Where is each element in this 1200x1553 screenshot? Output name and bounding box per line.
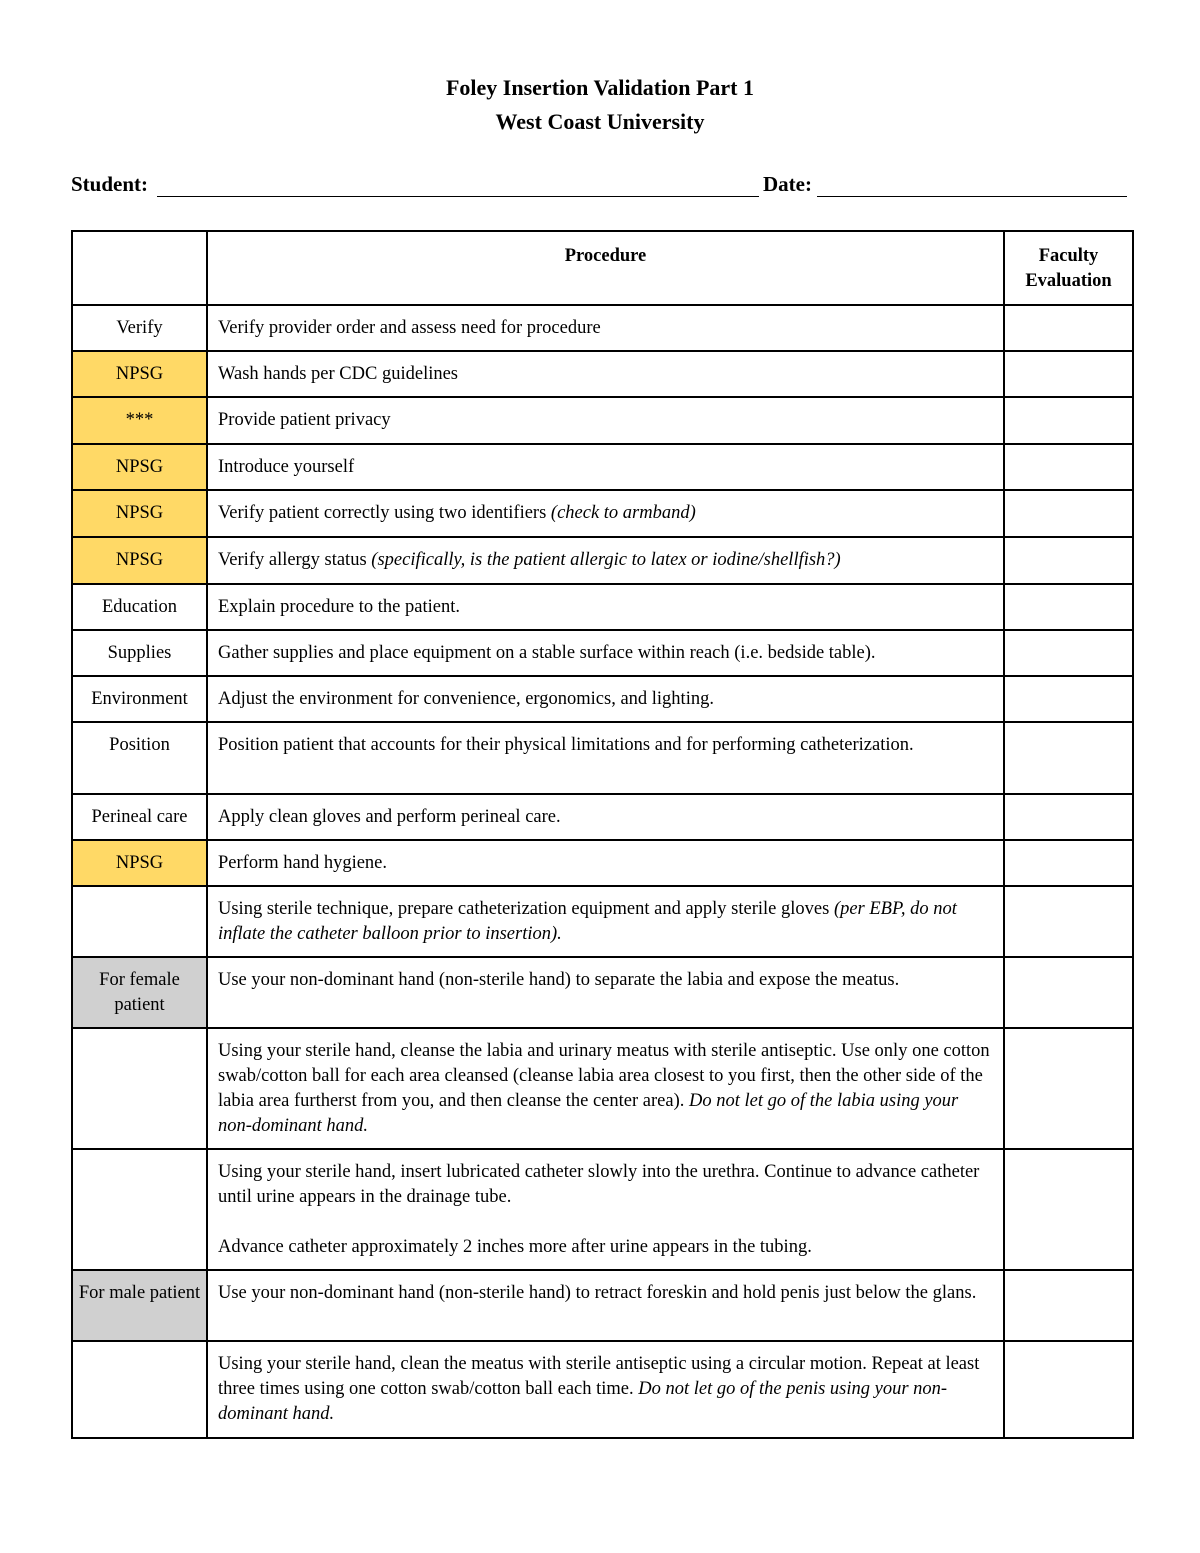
faculty-evaluation-cell[interactable] [1004,1341,1133,1438]
row-procedure [207,1341,1004,1438]
row-category: NPSG [72,444,207,490]
procedure-text: Apply clean gloves and perform perineal care. [218,807,561,827]
row-procedure [207,886,1004,957]
row-category [72,1341,207,1438]
faculty-evaluation-cell[interactable] [1004,490,1133,537]
row-procedure [207,1149,1004,1270]
faculty-evaluation-cell[interactable] [1004,886,1133,957]
row-procedure [207,1270,1004,1341]
row-procedure [207,1028,1004,1149]
row-category: Position [72,722,207,794]
procedure-italic-note: Do not let go of the labia using your non-dominant hand. [218,1091,959,1136]
faculty-evaluation-cell[interactable] [1004,1270,1133,1341]
procedure-text: Using your sterile hand, clean the meatus with sterile antiseptic using a circular motion. Repeat at least three times using one cotton swab/cotton ball each time. [218,1354,980,1399]
row-procedure [207,584,1004,630]
row-procedure [207,676,1004,722]
row-category: For female patient [72,957,207,1028]
student-label: Student: [71,172,149,196]
row-procedure [207,840,1004,886]
faculty-evaluation-cell[interactable] [1004,351,1133,397]
document-subtitle: West Coast University [495,109,705,134]
faculty-evaluation-cell[interactable] [1004,722,1133,794]
row-category: NPSG [72,351,207,397]
row-category: Supplies [72,630,207,676]
row-procedure [207,397,1004,444]
student-input-line[interactable] [157,196,759,197]
procedure-text: Wash hands per CDC guidelines [218,364,459,384]
faculty-evaluation-cell[interactable] [1004,584,1133,630]
row-category: NPSG [72,490,207,537]
row-procedure [207,537,1004,584]
table-row [72,957,1133,1028]
row-category [72,886,207,957]
procedure-header: Procedure [207,231,1004,305]
procedure-text: Using your sterile hand, cleanse the labia and urinary meatus with sterile antiseptic. Use only one cotton swab/cotton ball for each area cleansed (cleanse labia area closest to you first, then the other side of the labia area furtherst from you, and then cleanse the center area). [218,1041,990,1111]
row-procedure [207,444,1004,490]
row-category: Education [72,584,207,630]
faculty-evaluation-cell[interactable] [1004,794,1133,840]
table-row [72,794,1133,840]
procedure-text: Use your non-dominant hand (non-sterile hand) to retract foreskin and hold penis just below the glans. [218,1283,977,1303]
procedure-text: Position patient that accounts for their physical limitations and for performing catheterization. [218,735,914,755]
table-row [72,1028,1133,1149]
procedure-italic-note: (check to armband) [550,503,696,523]
row-procedure [207,490,1004,537]
faculty-evaluation-cell[interactable] [1004,1149,1133,1270]
procedure-text: Introduce yourself [218,457,355,477]
row-category: Perineal care [72,794,207,840]
table-row [72,676,1133,722]
table-row [72,305,1133,351]
row-category [72,1149,207,1270]
table-row [72,490,1133,537]
row-category: *** [72,397,207,444]
procedure-text: Verify provider order and assess need for procedure [218,318,601,338]
date-input-line[interactable] [817,196,1127,197]
faculty-evaluation-header: Faculty Evaluation [1004,231,1133,305]
category-header [72,231,207,305]
row-category: Verify [72,305,207,351]
procedure-text: Gather supplies and place equipment on a stable surface within reach (i.e. bedside table). [218,643,876,663]
table-row [72,351,1133,397]
row-procedure [207,630,1004,676]
row-procedure [207,794,1004,840]
table-row [72,397,1133,444]
procedure-italic-note: Do not let go of the penis using your non-dominant hand. [218,1379,948,1424]
procedure-text: Perform hand hygiene. [218,853,388,873]
faculty-evaluation-cell[interactable] [1004,397,1133,444]
row-category: NPSG [72,537,207,584]
table-row [72,1149,1133,1270]
row-procedure [207,722,1004,794]
row-category [72,1028,207,1149]
date-label: Date: [763,172,812,196]
procedure-text: Using your sterile hand, insert lubricated catheter slowly into the urethra. Continue to advance catheter until urine appears in the drainage tube. [218,1162,980,1207]
row-category: For male patient [72,1270,207,1341]
faculty-evaluation-cell[interactable] [1004,840,1133,886]
table-row [72,630,1133,676]
row-procedure [207,351,1004,397]
student-date-fields [71,172,1127,202]
table-row [72,444,1133,490]
table-row [72,537,1133,584]
table-row [72,584,1133,630]
table-row [72,840,1133,886]
row-category: NPSG [72,840,207,886]
procedure-text: Using sterile technique, prepare catheterization equipment and apply sterile gloves [218,899,834,919]
procedure-table [71,230,1134,1439]
procedure-italic-note: (per EBP, do not inflate the catheter balloon prior to insertion). [218,899,957,944]
row-procedure [207,957,1004,1028]
procedure-text: Verify patient correctly using two identifiers [218,503,551,523]
faculty-evaluation-cell[interactable] [1004,444,1133,490]
table-header-row [72,231,1133,305]
faculty-evaluation-cell[interactable] [1004,630,1133,676]
table-row [72,886,1133,957]
table-row [72,1341,1133,1438]
row-procedure [207,305,1004,351]
table-row [72,722,1133,794]
table-row [72,1270,1133,1341]
procedure-text: Verify allergy status [218,550,372,570]
procedure-text-continued: Advance catheter approximately 2 inches more after urine appears in the tubing. [218,1237,812,1257]
faculty-evaluation-cell[interactable] [1004,305,1133,351]
procedure-text: Adjust the environment for convenience, ergonomics, and lighting. [218,689,714,709]
document-title: Foley Insertion Validation Part 1 [445,75,754,100]
faculty-evaluation-cell[interactable] [1004,1028,1133,1149]
procedure-text: Explain procedure to the patient. [218,597,460,617]
row-category: Environment [72,676,207,722]
procedure-italic-note: (specifically, is the patient allergic to latex or iodine/shellfish?) [371,550,841,570]
procedure-text: Provide patient privacy [218,410,391,430]
procedure-text: Use your non-dominant hand (non-sterile hand) to separate the labia and expose the meatus. [218,970,900,990]
faculty-evaluation-cell[interactable] [1004,676,1133,722]
faculty-evaluation-cell[interactable] [1004,957,1133,1028]
faculty-evaluation-cell[interactable] [1004,537,1133,584]
